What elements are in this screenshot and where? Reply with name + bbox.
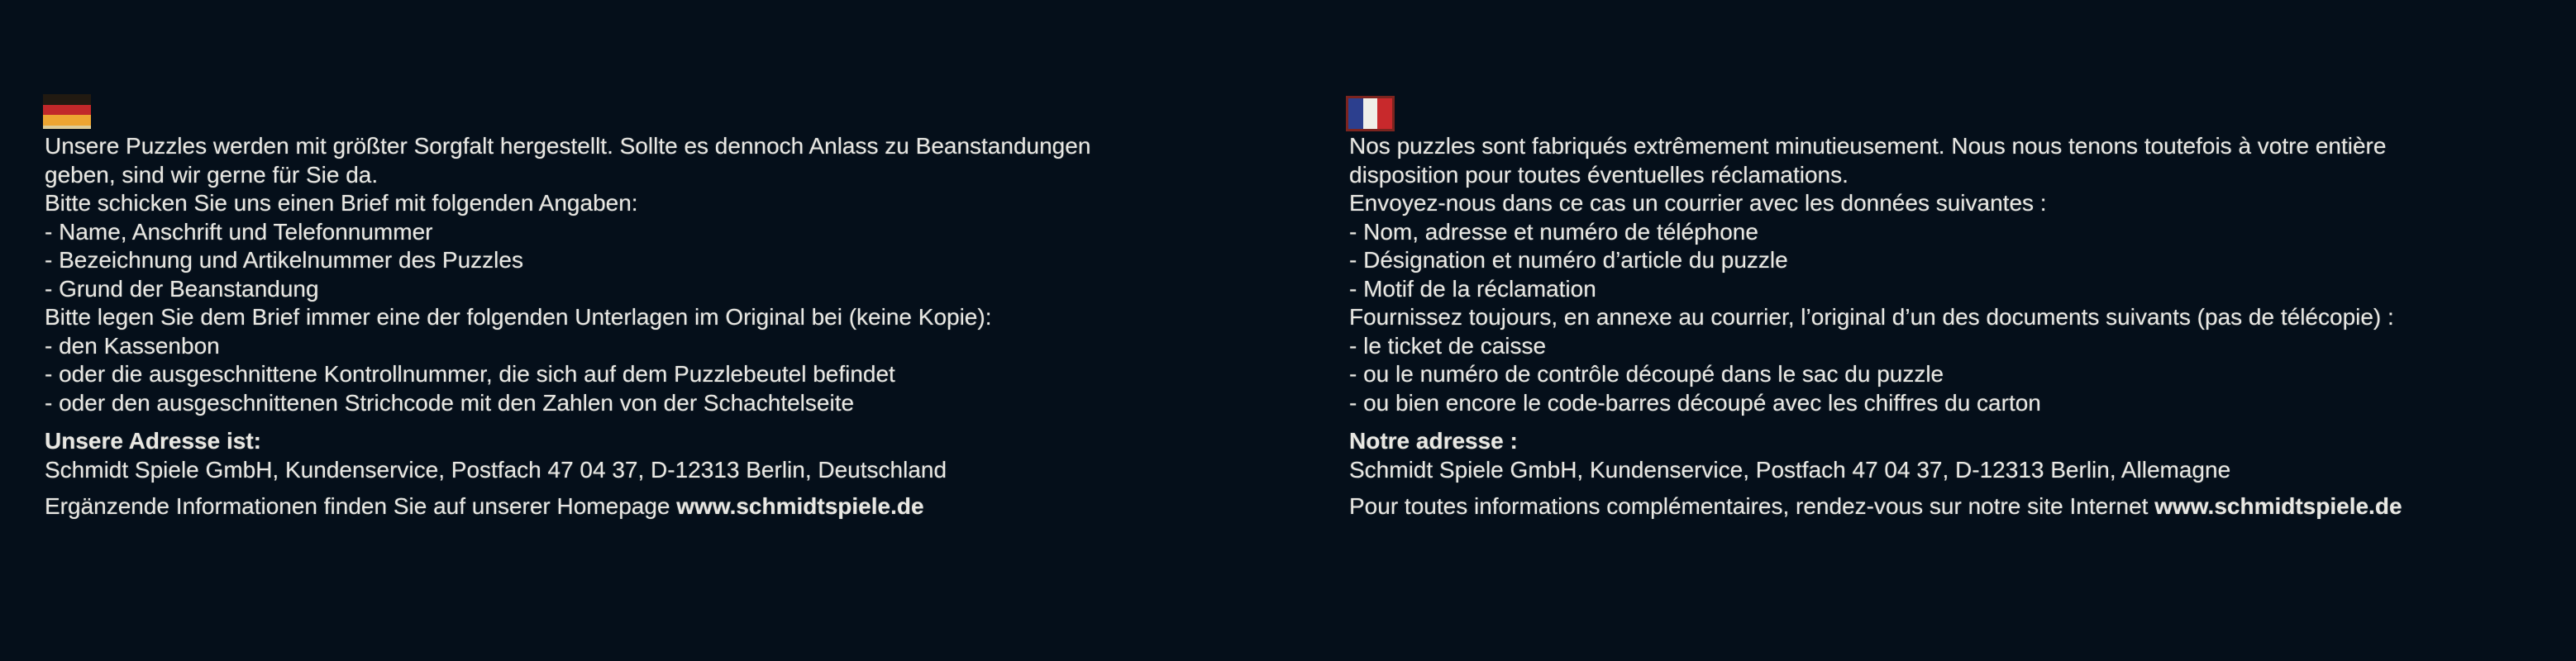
homepage-text: Pour toutes informations complémentaires, rendez-vous sur notre site Internet	[1349, 493, 2149, 519]
france-flag-icon	[1346, 96, 1395, 131]
text-line: - oder den ausgeschnittenen Strichcode mit den Zahlen von der Schachtelseite	[45, 389, 855, 416]
text-line: disposition pour toutes éventuelles réclamations.	[1349, 161, 1849, 188]
homepage-text: Ergänzende Informationen finden Sie auf unserer Homepage	[45, 493, 670, 519]
text-line: Unsere Puzzles werden mit größter Sorgfalt hergestellt. Sollte es dennoch Anlass zu Beanstandungen	[45, 133, 1091, 159]
address-line: Schmidt Spiele GmbH, Kundenservice, Postfach 47 04 37, D-12313 Berlin, Deutschland	[45, 456, 947, 483]
flag-stripe-red	[1377, 98, 1392, 129]
text-line: - Bezeichnung und Artikelnummer des Puzzles	[45, 247, 523, 273]
text-line: Envoyez-nous dans ce cas un courrier avec les données suivantes :	[1349, 190, 2047, 216]
text-line: - ou le numéro de contrôle découpé dans le sac du puzzle	[1349, 361, 1944, 387]
french-column	[1349, 0, 2573, 661]
text-line: - Désignation et numéro d’article du puzzle	[1349, 247, 1788, 273]
german-text-block	[45, 132, 1090, 521]
text-line: - Grund der Beanstandung	[45, 275, 319, 302]
text-line: geben, sind wir gerne für Sie da.	[45, 161, 379, 188]
flag-stripe-black	[43, 94, 91, 105]
flag-stripe-gold	[43, 115, 91, 126]
german-column	[45, 0, 1268, 661]
homepage-url: www.schmidtspiele.de	[676, 493, 924, 519]
text-line: - Name, Anschrift und Telefonnummer	[45, 218, 433, 245]
address-heading: Unsere Adresse ist:	[45, 428, 261, 454]
address-heading: Notre adresse :	[1349, 428, 1518, 454]
text-line: Bitte legen Sie dem Brief immer eine der folgenden Unterlagen im Original bei (keine Kopie):	[45, 304, 992, 330]
text-line: Fournissez toujours, en annexe au courrier, l’original d’un des documents suivants (pas de télécopie) :	[1349, 304, 2394, 330]
homepage-line	[1349, 492, 2402, 521]
flag-stripe-white	[1363, 98, 1378, 129]
germany-flag-icon	[43, 94, 91, 129]
homepage-line	[45, 492, 1090, 521]
text-line: Bitte schicken Sie uns einen Brief mit folgenden Angaben:	[45, 190, 638, 216]
text-line: Nos puzzles sont fabriqués extrêmement minutieusement. Nous nous tenons toutefois à votre entière	[1349, 133, 2387, 159]
address-line: Schmidt Spiele GmbH, Kundenservice, Postfach 47 04 37, D-12313 Berlin, Allemagne	[1349, 456, 2231, 483]
flag-stripe-red	[43, 105, 91, 115]
text-line: - oder die ausgeschnittene Kontrollnummer, die sich auf dem Puzzlebeutel befindet	[45, 361, 895, 387]
french-text-block	[1349, 132, 2402, 521]
text-line: - le ticket de caisse	[1349, 332, 1547, 359]
text-line: - den Kassenbon	[45, 332, 220, 359]
text-line: - Motif de la réclamation	[1349, 275, 1596, 302]
text-line: - Nom, adresse et numéro de téléphone	[1349, 218, 1758, 245]
text-line: - ou bien encore le code-barres découpé avec les chiffres du carton	[1349, 389, 2041, 416]
homepage-url: www.schmidtspiele.de	[2154, 493, 2402, 519]
flag-stripe-blue	[1348, 98, 1363, 129]
